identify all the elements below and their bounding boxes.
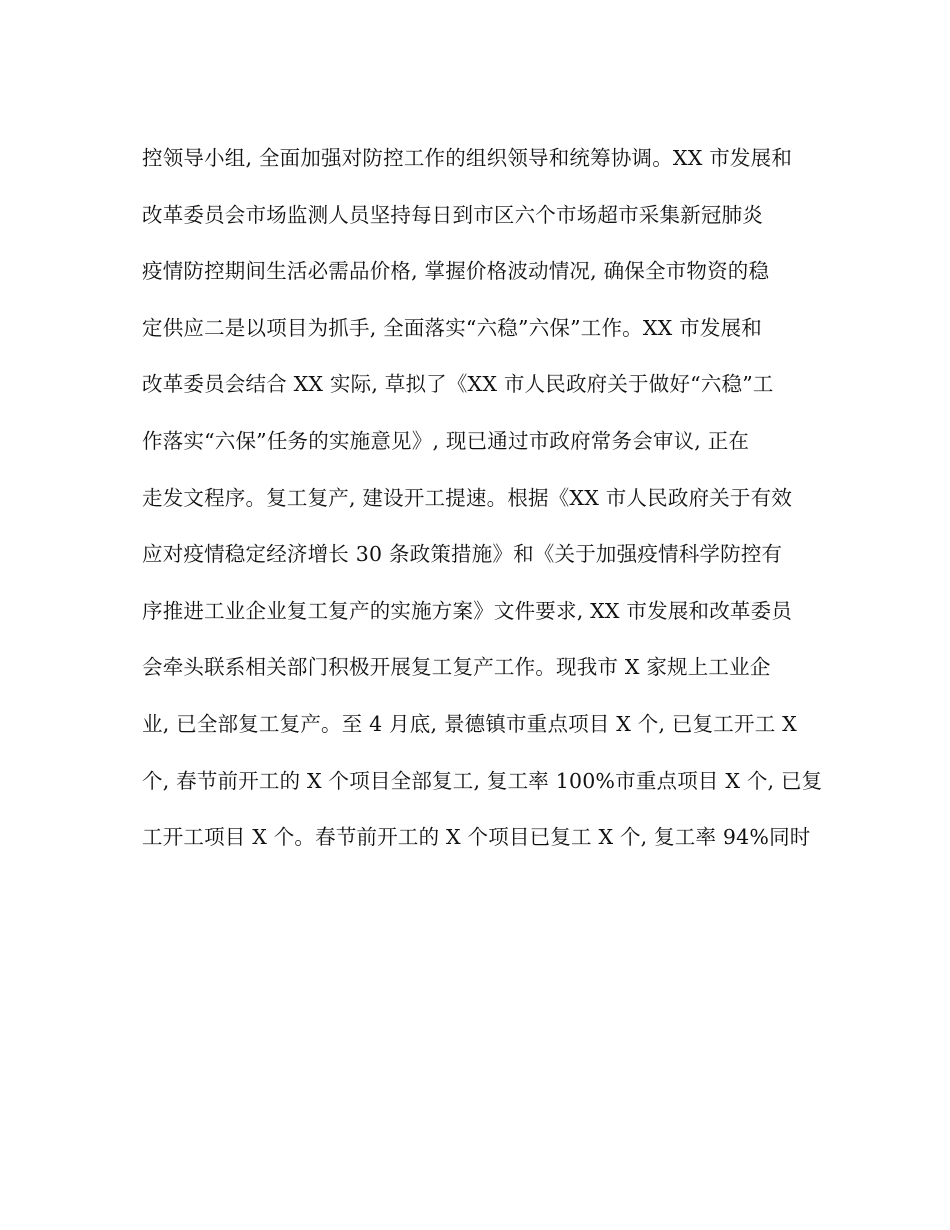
text-line-13: 工开工项目 X 个。春节前开工的 X 个项目已复工 X 个, 复工率 94%同时 <box>142 825 811 850</box>
text-line-12: 个, 春节前开工的 X 个项目全部复工, 复工率 100%市重点项目 X 个, 已复 <box>142 768 823 793</box>
text-line-9: 序推进工业企业复工复产的实施方案》文件要求, XX 市发展和改革委员 <box>142 598 793 623</box>
text-line-11: 业, 已全部复工复产。至 4 月底, 景德镇市重点项目 X 个, 已复工开工 X <box>142 711 797 736</box>
text-line-1: 控领导小组, 全面加强对防控工作的组织领导和统筹协调。XX 市发展和 <box>142 146 793 170</box>
text-line-2: 改革委员会市场监测人员坚持每日到市区六个市场超市采集新冠肺炎 <box>142 202 763 227</box>
text-line-8: 应对疫情稳定经济增长 30 条政策措施》和《关于加强疫情科学防控有 <box>142 542 783 567</box>
text-line-7: 走发文程序。复工复产, 建设开工提速。根据《XX 市人民政府关于有效 <box>142 485 793 510</box>
body-text <box>142 130 822 866</box>
text-line-3: 疫情防控期间生活必需品价格, 掌握价格波动情况, 确保全市物资的稳 <box>142 259 770 284</box>
text-line-4: 定供应二是以项目为抓手, 全面落实“六稳”六保”工作。XX 市发展和 <box>142 315 762 340</box>
text-line-10: 会牵头联系相关部门积极开展复工复产工作。现我市 X 家规上工业企 <box>142 655 771 680</box>
text-line-5: 改革委员会结合 XX 实际, 草拟了《XX 市人民政府关于做好“六稳”工 <box>142 372 774 397</box>
text-line-6: 作落实“六保”任务的实施意见》, 现已通过市政府常务会审议, 正在 <box>142 428 750 453</box>
